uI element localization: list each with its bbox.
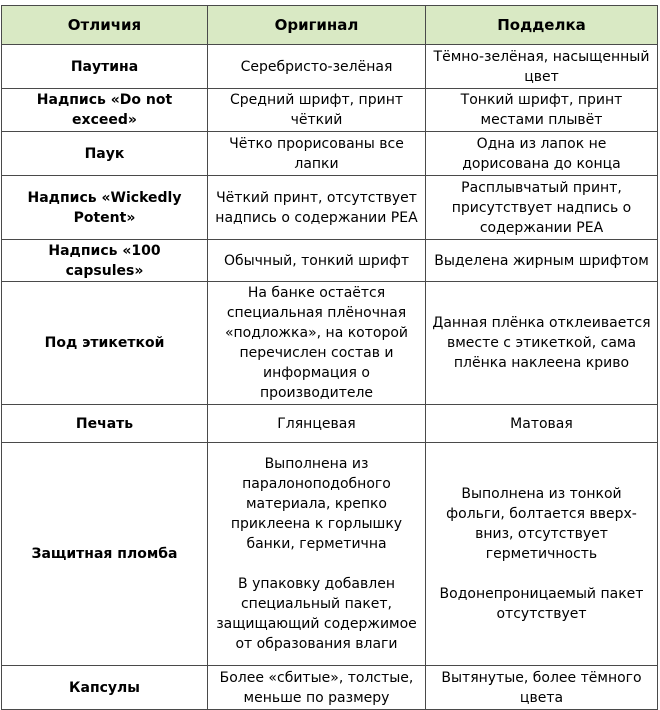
table-row	[2, 89, 658, 132]
original-text: Чётко прорисованы все лапки	[229, 135, 404, 172]
fake-text: Выполнена из тонкой фольги, болтается вверх-вниз, отсутствует герметичность	[446, 486, 637, 562]
paragraph-gap	[214, 554, 419, 574]
table-row	[2, 45, 658, 89]
feature-cell: Защитная пломба	[2, 443, 208, 666]
feature-cell: Под этикеткой	[2, 282, 208, 405]
feature-cell: Паутина	[2, 45, 208, 89]
paragraph-gap	[432, 564, 651, 584]
original-text: Глянцевая	[277, 415, 356, 432]
original-text: Более «сбитые», толстые, меньше по размеру	[219, 669, 414, 706]
original-text: Обычный, тонкий шрифт	[223, 252, 410, 269]
header-row	[2, 6, 658, 45]
original-cell	[208, 240, 426, 282]
fake-text: Тёмно-зелёная, насыщенный цвет	[433, 48, 650, 85]
fake-cell	[426, 240, 658, 282]
table-row	[2, 443, 658, 666]
fake-cell	[426, 176, 658, 240]
original-text: Серебристо-зелёная	[240, 58, 393, 75]
fake-text: Водонепроницаемый пакет отсутствует	[439, 586, 644, 622]
fake-cell	[426, 89, 658, 132]
feature-cell: Надпись «Do not exceed»	[2, 89, 208, 132]
comparison-table	[1, 5, 658, 710]
header-differences: Отличия	[2, 6, 208, 45]
original-cell	[208, 443, 426, 666]
table-row	[2, 132, 658, 176]
original-text: Средний шрифт, принт чёткий	[229, 92, 404, 128]
original-cell	[208, 45, 426, 89]
fake-text: Расплывчатый принт, присутствует надпись о содержании PEA	[451, 179, 632, 236]
feature-cell: Надпись «Wickedly Potent»	[2, 176, 208, 240]
table-row	[2, 666, 658, 710]
original-cell	[208, 282, 426, 405]
fake-text: Данная плёнка отклеивается вместе с этикеткой, сама плёнка наклеена криво	[432, 315, 651, 371]
header-fake: Подделка	[426, 6, 658, 45]
header-original: Оригинал	[208, 6, 426, 45]
feature-cell: Паук	[2, 132, 208, 176]
fake-cell	[426, 282, 658, 405]
original-cell	[208, 89, 426, 132]
fake-text: Одна из лапок не дорисована до конца	[462, 135, 621, 172]
fake-cell	[426, 405, 658, 443]
original-cell	[208, 176, 426, 240]
fake-cell	[426, 132, 658, 176]
fake-cell	[426, 666, 658, 710]
original-cell	[208, 666, 426, 710]
fake-text: Матовая	[510, 415, 573, 432]
original-cell	[208, 405, 426, 443]
original-text: В упаковку добавлен специальный пакет, защищающий содержимое от образования влаги	[216, 576, 417, 652]
feature-cell: Капсулы	[2, 666, 208, 710]
table-row	[2, 240, 658, 282]
feature-cell: Печать	[2, 405, 208, 443]
fake-text: Тонкий шрифт, принт местами плывёт	[460, 92, 623, 128]
table-row	[2, 282, 658, 405]
original-text: На банке остаётся специальная плёночная «подложка», на которой перечислен состав и информация о производителе	[224, 285, 409, 401]
fake-text: Вытянутые, более тёмного цвета	[441, 669, 642, 706]
fake-text: Выделена жирным шрифтом	[434, 252, 649, 269]
fake-cell	[426, 45, 658, 89]
fake-cell	[426, 443, 658, 666]
feature-cell: Надпись «100 capsules»	[2, 240, 208, 282]
table-row	[2, 405, 658, 443]
original-text: Выполнена из паралоноподобного материала, крепко приклеена к горлышку банки, герметична	[230, 456, 403, 552]
original-text: Чёткий принт, отсутствует надпись о содержании PEA	[215, 189, 418, 226]
table-row	[2, 176, 658, 240]
original-cell	[208, 132, 426, 176]
